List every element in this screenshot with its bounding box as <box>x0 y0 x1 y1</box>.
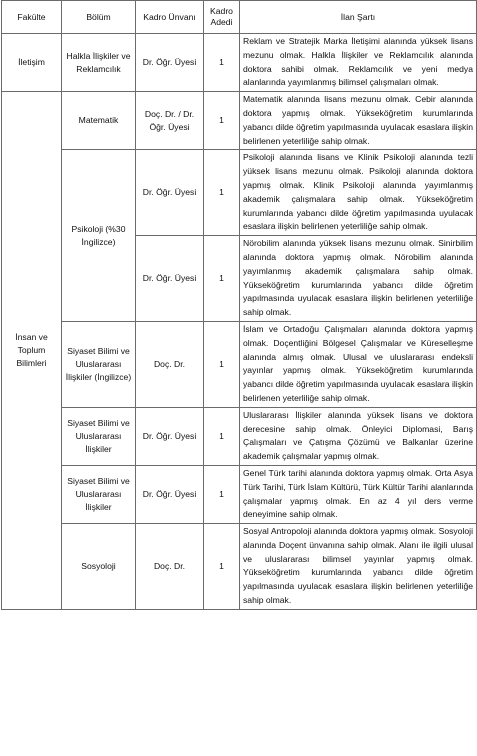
header-kadro-adedi: Kadro Adedi <box>204 1 240 34</box>
table-row <box>2 465 477 523</box>
table-row <box>2 524 477 610</box>
job-postings-table <box>1 0 477 610</box>
title-cell: Doç. Dr. <box>136 524 204 610</box>
faculty-cell: İletişim <box>2 34 62 92</box>
count-cell: 1 <box>204 236 240 322</box>
count-cell: 1 <box>204 465 240 523</box>
header-bolum: Bölüm <box>62 1 136 34</box>
requirement-cell: Matematik alanında lisans mezunu olmak. Cebir alanında doktora yapmış olmak. Yükseköğretim kurumlarında yabancı dilde öğretim yapılmasında uyulacak esaslara ilişkin belirlenen yeterliliğe sahip olmak. <box>240 92 477 150</box>
requirement-cell: Nörobilim alanında yüksek lisans mezunu olmak. Sinirbilim alanında doktora yapmış olmak. Nörobilim alanında yayımlanmış akademik çalışmalara sahip olmak. Yükseköğretim kurumlarında yabancı dilde öğretim yapılmasında uyulacak esaslara ilişkin belirlenen yeterliliğe sahip olmak. <box>240 236 477 322</box>
requirement-cell: Reklam ve Stratejik Marka İletişimi alanında yüksek lisans mezunu olmak. Halkla İlişkiler ve Reklamcılık alanında doktora sahibi olmak. Reklamcılık ve yeni medya alanlarında yayımlanmış bilimsel çalışmaları olmak. <box>240 34 477 92</box>
header-row <box>2 1 477 34</box>
table-row <box>2 150 477 236</box>
department-cell: Siyaset Bilimi ve Uluslararası İlişkiler (İngilizce) <box>62 321 136 407</box>
requirement-cell: İslam ve Ortadoğu Çalışmaları alanında doktora yapmış olmak. Doçentliğini Bölgesel Çalışmalar ve Küreselleşme alanında almış olmak. Ulusal ve uluslararası endeksli yayınlar yapmış olmak. Yükseköğretim kurumlarında yabancı dilde öğretim yapılmasında uyulacak esaslara ilişkin belirlenen yeterliliğe sahip olmak. <box>240 321 477 407</box>
title-cell: Dr. Öğr. Üyesi <box>136 407 204 465</box>
count-cell: 1 <box>204 407 240 465</box>
title-cell: Dr. Öğr. Üyesi <box>136 236 204 322</box>
count-cell: 1 <box>204 321 240 407</box>
table-row <box>2 321 477 407</box>
faculty-cell: İnsan ve Toplum Bilimleri <box>2 92 62 610</box>
department-cell: Psikoloji (%30 İngilizce) <box>62 150 136 322</box>
header-kadro-unvani: Kadro Ünvanı <box>136 1 204 34</box>
table-row <box>2 34 477 92</box>
requirement-cell: Uluslararası İlişkiler alanında yüksek lisans ve doktora derecesine sahip olmak. Önleyici Diplomasi, Barış Çalışmaları ve Çatışma Çözümü ve Balkanlar üzerine akademik çalışmalar yapmış olmak. <box>240 407 477 465</box>
count-cell: 1 <box>204 34 240 92</box>
title-cell: Doç. Dr. / Dr. Öğr. Üyesi <box>136 92 204 150</box>
department-cell: Halkla İlişkiler ve Reklamcılık <box>62 34 136 92</box>
department-cell: Matematik <box>62 92 136 150</box>
header-fakulte: Fakülte <box>2 1 62 34</box>
count-cell: 1 <box>204 150 240 236</box>
table-row <box>2 92 477 150</box>
requirement-cell: Sosyal Antropoloji alanında doktora yapmış olmak. Sosyoloji alanında Doçent ünvanına sahip olmak. Alanı ile ilgili ulusal ve uluslararası bilimsel yayınlar yapmış olmak. Yükseköğretim kurumlarında yabancı dilde öğretim yapılmasında uyulacak esaslara ilişkin belirlenen yeterliliğe sahip olmak. <box>240 524 477 610</box>
title-cell: Dr. Öğr. Üyesi <box>136 34 204 92</box>
requirement-cell: Psikoloji alanında lisans ve Klinik Psikoloji alanında tezli yüksek lisans mezunu olmak. Psikoloji alanında doktora yapmış olmak. Klinik Psikoloji alanında yayımlanmış akademik çalışmalara sahip olmak. Yükseköğretim kurumlarında yabancı dilde öğretim yapılmasında uyulacak esaslara ilişkin belirlenen yeterliliğe sahip olmak. <box>240 150 477 236</box>
title-cell: Doç. Dr. <box>136 321 204 407</box>
department-cell: Siyaset Bilimi ve Uluslararası İlişkiler <box>62 407 136 465</box>
department-cell: Siyaset Bilimi ve Uluslararası İlişkiler <box>62 465 136 523</box>
count-cell: 1 <box>204 92 240 150</box>
header-ilan-sarti: İlan Şartı <box>240 1 477 34</box>
requirement-cell: Genel Türk tarihi alanında doktora yapmış olmak. Orta Asya Türk Tarihi, Türk İslam Kültürü, Türk Kültür Tarihi alanlarında çalışmalar yapmış olmak. En az 4 yıl ders verme deneyimine sahip olmak. <box>240 465 477 523</box>
title-cell: Dr. Öğr. Üyesi <box>136 150 204 236</box>
department-cell: Sosyoloji <box>62 524 136 610</box>
table-row <box>2 407 477 465</box>
title-cell: Dr. Öğr. Üyesi <box>136 465 204 523</box>
count-cell: 1 <box>204 524 240 610</box>
